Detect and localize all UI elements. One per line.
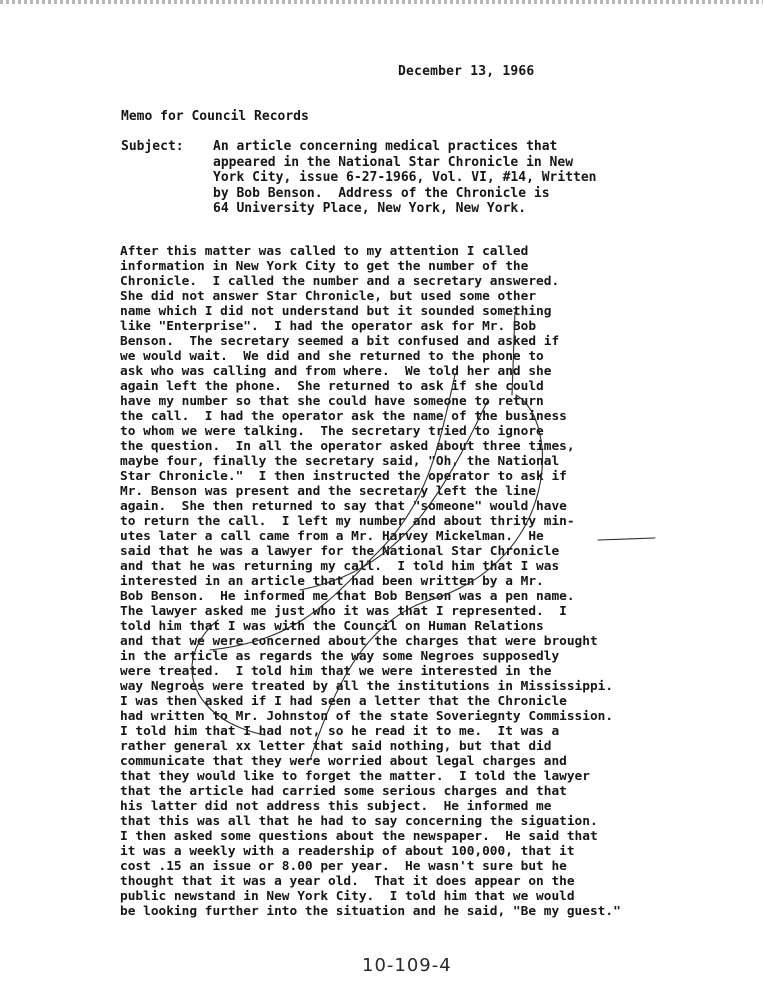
scan-top-edge — [0, 0, 763, 4]
body-line: interested in an article that had been written by a Mr. — [120, 574, 544, 589]
body-line: said that he was a lawyer for the National Star Chronicle — [120, 544, 560, 559]
subject-line: An article concerning medical practices that — [213, 139, 558, 154]
body-line: utes later a call came from a Mr. Harvey Mickelman. He — [120, 529, 544, 544]
body-line: to return the call. I left my number and about thrity min- — [120, 514, 575, 529]
body-line: were treated. I told him that we were interested in the — [120, 664, 552, 679]
body-line: had written to Mr. Johnston of the state Soveriegnty Commission. — [120, 709, 614, 724]
body-line: the question. In all the operator asked about three times, — [120, 439, 575, 454]
subject-label: Subject: — [121, 139, 184, 154]
body-line: Chronicle. I called the number and a secretary answered. — [120, 274, 560, 289]
body-line: cost .15 an issue or 8.00 per year. He wasn't sure but he — [120, 859, 567, 874]
body-line: Star Chronicle." I then instructed the operator to ask if — [120, 469, 567, 484]
subject-line: by Bob Benson. Address of the Chronicle is — [213, 185, 550, 201]
body-line: After this matter was called to my attention I called — [120, 244, 529, 259]
body-line: Bob Benson. He informed me that Bob Benson was a pen name. — [120, 589, 575, 604]
body-line: again left the phone. She returned to ask if she could — [120, 379, 544, 394]
body-line: it was a weekly with a readership of about 100,000, that it — [120, 844, 575, 859]
subject-line: appeared in the National Star Chronicle in New — [213, 154, 574, 170]
body-line: way Negroes were treated by all the institutions in Mississippi. — [120, 679, 614, 694]
body-line: his latter did not address this subject. He informed me — [120, 799, 552, 814]
body-line: name which I did not understand but it sounded something — [120, 304, 552, 319]
body-line: the call. I had the operator ask the name of the business — [120, 409, 567, 424]
body-line: and that he was returning my call. I told him that I was — [120, 559, 560, 574]
body-line: information in New York City to get the number of the — [120, 259, 529, 274]
body-line: we would wait. We did and she returned to the phone to — [120, 349, 544, 364]
body-line: I was then asked if I had seen a letter that the Chronicle — [120, 694, 567, 709]
body-line: that this was all that he had to say concerning the siguation. — [120, 814, 598, 829]
body-line: like "Enterprise". I had the operator ask for Mr. Bob — [120, 319, 537, 334]
body-line: ask who was calling and from where. We told her and she — [120, 364, 552, 379]
body-line: maybe four, finally the secretary said, "Oh, the National — [120, 454, 560, 469]
subject-text — [213, 139, 597, 217]
body-line: Mr. Benson was present and the secretary left the line — [120, 484, 537, 499]
body-line: Benson. The secretary seemed a bit confused and asked if — [120, 334, 560, 349]
body-line: told him that I was with the Council on Human Relations — [120, 619, 544, 634]
body-line: be looking further into the situation and he said, "Be my guest." — [120, 904, 621, 919]
memo-body — [120, 244, 621, 919]
memo-date: December 13, 1966 — [398, 64, 535, 79]
body-line: communicate that they were worried about legal charges and — [120, 754, 567, 769]
body-line: have my number so that she could have someone to return — [120, 394, 544, 409]
body-line: that the article had carried some serious charges and that — [120, 784, 567, 799]
memo-title: Memo for Council Records — [121, 109, 309, 124]
body-line: rather general xx letter that said nothing, but that did — [120, 739, 552, 754]
body-line: in the article as regards the way some Negroes supposedly — [120, 649, 560, 664]
body-line: that they would like to forget the matter. I told the lawyer — [120, 769, 590, 784]
body-line: to whom we were talking. The secretary tried to ignore — [120, 424, 544, 439]
body-line: again. She then returned to say that "someone" would have — [120, 499, 567, 514]
body-line: I told him that I had not, so he read it to me. It was a — [120, 724, 560, 739]
subject-line: York City, issue 6-27-1966, Vol. VI, #14, Written — [213, 170, 597, 185]
page-number: 10-109-4 — [362, 955, 452, 976]
body-line: thought that it was a year old. That it does appear on the — [120, 874, 575, 889]
subject-line: 64 University Place, New York, New York. — [213, 201, 527, 216]
body-line: and that we were concerned about the charges that were brought — [120, 634, 598, 649]
body-line: public newstand in New York City. I told him that we would — [120, 889, 575, 904]
body-line: The lawyer asked me just who it was that I represented. I — [120, 604, 567, 619]
body-line: I then asked some questions about the newspaper. He said that — [120, 829, 598, 844]
body-line: She did not answer Star Chronicle, but used some other — [120, 289, 537, 304]
